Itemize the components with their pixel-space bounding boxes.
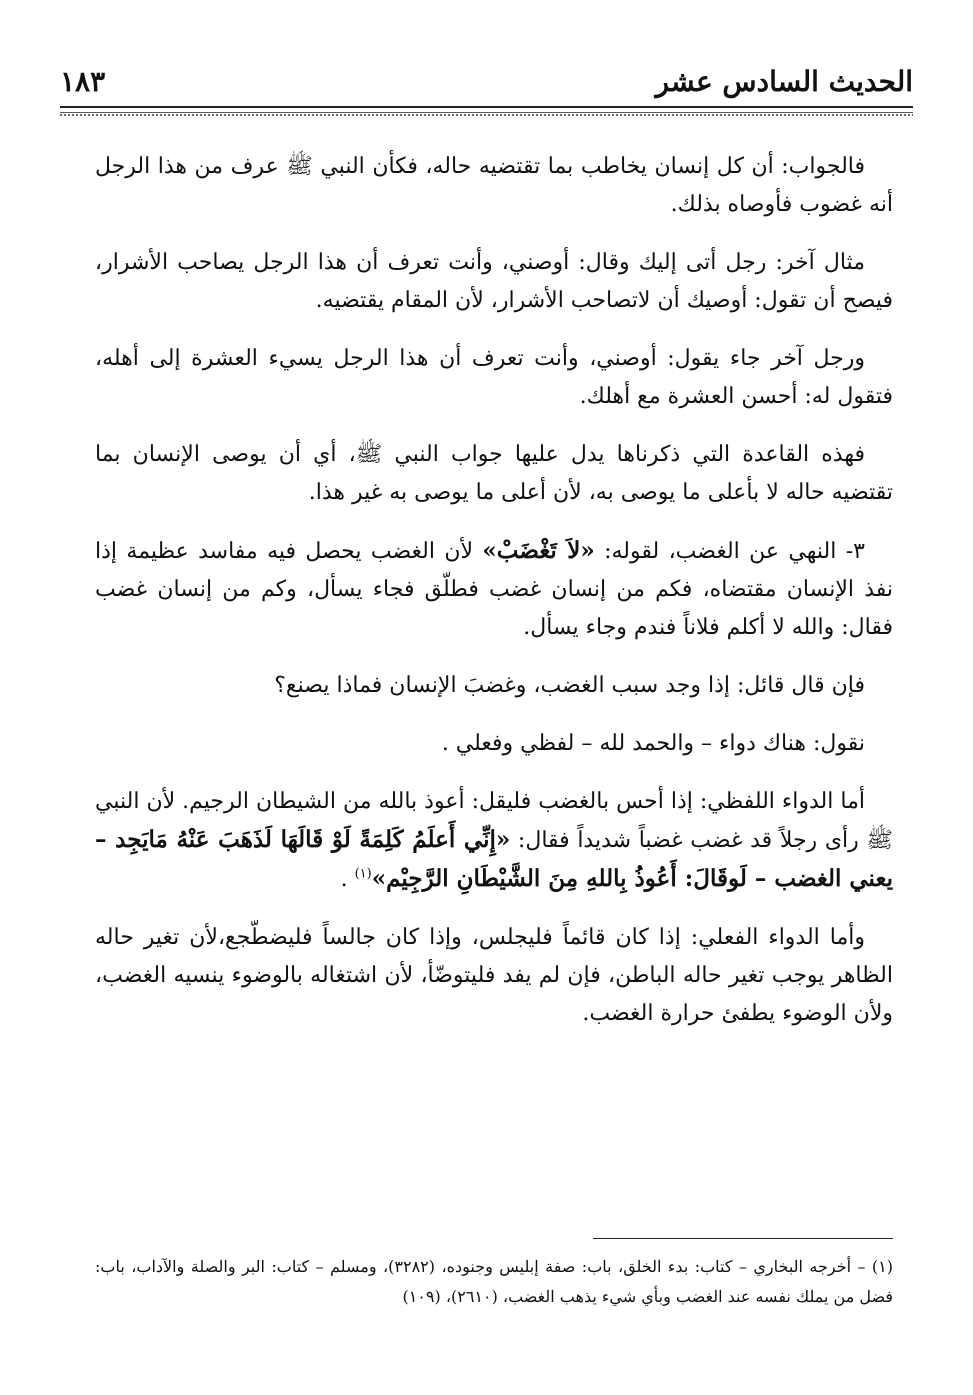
paragraph-6: فإن قال قائل: إذا وجد سبب الغضب، وغضبَ الإنسان فماذا يصنع؟ (274, 673, 865, 698)
paragraph-9: وأما الدواء الفعلي: إذا كان قائماً فليجلس، وإذا كان جالساً فليضطّجع،لأن تغير حاله الظاهر يوجب تغير حاله الباطن، فإن لم يفد فليتوضّأ، لأن اشتغاله بالوضوء ينسيه الغضب، ولأن الوضوء يطفئ حرارة الغضب. (95, 925, 893, 1026)
paragraph-8-intro: أما الدواء اللفظي: إذا أحس بالغضب فليقل: أعوذ بالله من الشيطان الرجيم. لأن النبي ﷺ رأى رجلاً قد غضب غضباً شديداً فقال: (95, 789, 893, 853)
page-number: ١٨٣ (60, 65, 106, 98)
paragraph-8 (95, 783, 893, 899)
paragraph-7: نقول: هناك دواء – والحمد لله – لفظي وفعلي . (441, 731, 865, 756)
paragraph-2: مثال آخر: رجل أتى إليك وقال: أوصني، وأنت تعرف أن هذا الرجل يصاحب الأشرار، فيصح أن تقول: أوصيك أن لاتصاحب الأشرار، لأن المقام يقتضيه. (95, 250, 893, 313)
paragraph-4: فهذه القاعدة التي ذكرناها يدل عليها جواب النبي ﷺ، أي أن يوصى الإنسان بما تقتضيه حاله لا بأعلى ما يوصى به، لأن أعلى ما يوصى به غير هذا. (95, 442, 893, 505)
footnote: (١) – أخرجه البخاري – كتاب: بدء الخلق، باب: صفة إبليس وجنوده، (٣٢٨٢)، ومسلم – كتاب: البر والصلة والآداب، باب: فضل من يملك نفسه عند الغضب وبأي شيء يذهب الغضب، (٢٦١٠)، (١٠٩) (95, 1257, 893, 1306)
header-divider-dotted (60, 114, 913, 116)
hadith-quote: «لاَ تَغْضَبْ» (482, 537, 595, 564)
paragraph-5 (95, 532, 893, 647)
header-title: الحديث السادس عشر (655, 65, 913, 98)
hadith-quote-2: «إِنِّي أَعلَمُ كَلِمَةً لَوْ قَالَهَا لَذَهَبَ عَنْهُ مَايَجِد – يعني الغضب – لَوقَالَ: أَعُوذُ بِاللهِ مِنَ الشَّيْطَانِ الرَّجِيْم» (95, 826, 893, 892)
running-header (60, 60, 913, 104)
header-divider (60, 106, 913, 113)
paragraph-1: فالجواب: أن كل إنسان يخاطب بما تقتضيه حاله، فكأن النبي ﷺ عرف من هذا الرجل أنه غضوب فأوصاه بذلك. (95, 154, 893, 217)
footnote-divider (593, 1238, 893, 1239)
main-text (95, 148, 893, 1053)
paragraph-8-end: . (340, 867, 355, 892)
paragraph-5-intro: ٣- النهي عن الغضب، لقوله: (594, 539, 865, 564)
paragraph-3: ورجل آخر جاء يقول: أوصني، وأنت تعرف أن هذا الرجل يسيء العشرة إلى أهله، فتقول له: أحسن العشرة مع أهلك. (95, 346, 893, 409)
footnote-reference[interactable]: (١) (354, 866, 372, 882)
paragraph-5-rest: لأن الغضب يحصل فيه مفاسد عظيمة إذا نفذ الإنسان مقتضاه، فكم من إنسان غضب فطلّق فجاء يسأل، وكم من إنسان غضب فقال: والله لا أكلم فلاناً فندم وجاء يسأل. (95, 539, 893, 640)
